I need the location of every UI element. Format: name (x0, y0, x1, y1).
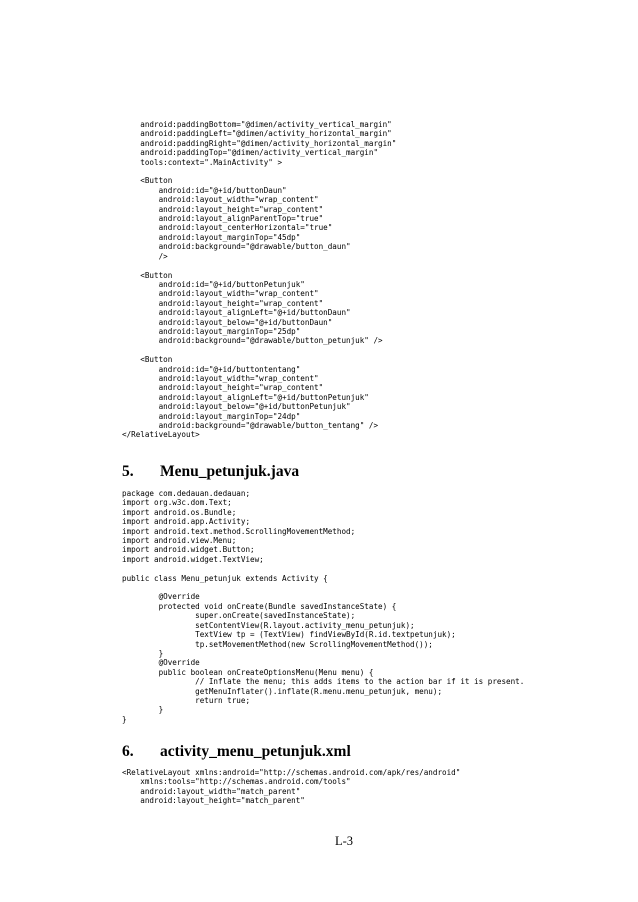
section-6-number: 6. (122, 743, 134, 760)
section-5-number: 5. (122, 463, 134, 480)
code-block-activity-menu-petunjuk-xml: <RelativeLayout xmlns:android="http://schemas.android.com/apk/res/android" xmlns:tools="http://schemas.android.com/tools" android:layout_width="match_parent" android:layout_height="match_parent" (122, 768, 461, 806)
code-block-menu-petunjuk-java: package com.dedauan.dedauan; import org.w3c.dom.Text; import android.os.Bundle; import android.app.Activity; import android.text.method.ScrollingMovementMethod; import android.view.Menu; import android.widget.Button; import android.widget.TextView; public class Menu_petunjuk extends Activity { @Override protected void onCreate(Bundle savedInstanceState) { super.onCreate(savedInstanceState); setContentView(R.layout.activity_menu_petunjuk); TextView tp = (TextView) findViewById(R.id.textpetunjuk); tp.setMovementMethod(new ScrollingMovementMethod()); } @Override public boolean onCreateOptionsMenu(Menu menu) { // Inflate the menu; this adds items to the action bar if it is present. getMenuInflater().inflate(R.menu.menu_petunjuk, menu); return true; } } (122, 489, 525, 724)
section-6-heading (122, 743, 351, 761)
page-number: L-3 (335, 834, 354, 848)
code-block-xml-continuation: android:paddingBottom="@dimen/activity_vertical_margin" android:paddingLeft="@dimen/activity_horizontal_margin" android:paddingRight="@dimen/activity_horizontal_margin" android:paddingTop="@dimen/activity_vertical_margin" tools:context=".MainActivity" > <Button android:id="@+id/buttonDaun" android:layout_width="wrap_content" android:layout_height="wrap_content" android:layout_alignParentTop="true" android:layout_centerHorizontal="true" android:layout_marginTop="45dp" android:background="@drawable/button_daun" /> <Button android:id="@+id/buttonPetunjuk" android:layout_width="wrap_content" android:layout_height="wrap_content" android:layout_alignLeft="@+id/buttonDaun" android:layout_below="@+id/buttonDaun" android:layout_marginTop="25dp" android:background="@drawable/button_petunjuk" /> <Button android:id="@+id/buttontentang" android:layout_width="wrap_content" android:layout_height="wrap_content" android:layout_alignLeft="@+id/buttonPetunjuk" android:layout_below="@+id/buttonPetunjuk" android:layout_marginTop="24dp" android:background="@drawable/button_tentang" /> </RelativeLayout> (122, 120, 397, 440)
section-6-title: activity_menu_petunjuk.xml (160, 743, 351, 760)
section-5-title: Menu_petunjuk.java (160, 463, 300, 480)
section-5-heading (122, 463, 299, 481)
